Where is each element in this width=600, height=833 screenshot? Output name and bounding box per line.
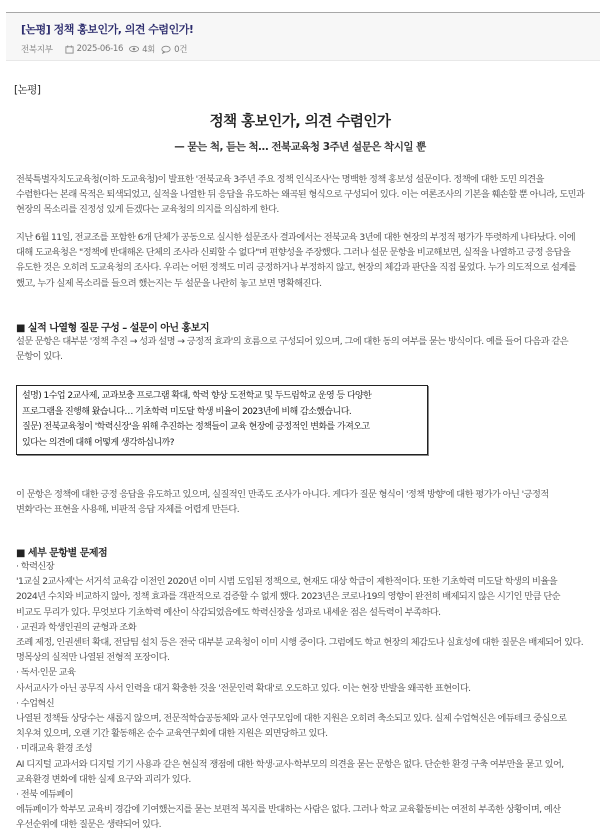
detail-item-title: · 학력신장 (16, 561, 55, 572)
paragraph-text: 지난 6월 11일, 전교조를 포함한 6개 단체가 공동으로 실시한 설문조사 결과에서는 전북교육 3년에 대한 현장의 부정적 평가가 뚜렷하게 나타났다. 이에 대해 도교육청은 "정책에 반대해온 단체의 조사라 신뢰할 수 없다"며 편향성을 주장했다. 그러나 설문 문항을 비교해보면, 실적을 나열하고 긍정 응답을 유도한 것은 오히려 도교육청의 조사다. 우리는 어떤 정책도 미리 긍정하거나 부정하지 않고, 현장의 체감과 판단을 직접 물었다. 누가 의도적으로 설계를 했고, 누가 실제 목소리를 들으려 했는지는 두 설문을 나란히 놓고 보면 명확해진다. (16, 232, 576, 289)
detail-item-text: '1교실 2교사제'는 서거석 교육감 이전인 2020년 이미 시범 도입된 정책으로, 현재도 대상 학급이 제한적이다. 또한 기초학력 미도달 학생의 비율을 2024년 수치와 비교하지 않아, 정책 효과를 객관적으로 검증할 수 없게 했다. 2023년은 코로나19의 영향이 완전히 배제되지 않은 시기인 만큼 단순 비교도 무리가 있다. 무엇보다 기초학력 예산이 삭감되었음에도 학력신장을 성과로 내세운 점은 설득력이 부족하다. (16, 576, 560, 618)
detail-item-title: · 전북 에듀페이 (16, 789, 74, 801)
post-views (129, 43, 155, 55)
detail-item-title: · 수업혁신 (16, 697, 55, 709)
detail-item-text: AI 디지털 교과서와 디지털 기기 사용과 같은 현실적 쟁점에 대한 학생·교사·학부모의 의견을 묻는 문항은 없다. 단순한 환경 구축 여부만을 묻고 있어, 교육환경 변화에 대한 실제 요구와 괴리가 있다. (16, 758, 564, 785)
paragraph-text: 전북특별자치도교육청(이하 도교육청)이 발표한 '전북교육 3주년 주요 정책 인식조사'는 명백한 정책 홍보성 설문이다. 정책에 대한 도민 의견을 수렴한다는 본래 목적은 퇴색되었고, 실적을 나열한 뒤 응답을 유도하는 왜곡된 형식으로 구성되어 있다. 이는 여론조사의 기본을 훼손할 뿐 아니라, 도민과 현장의 목소리를 진정성 있게 듣겠다는 교육청의 의지를 의심하게 한다. (16, 174, 585, 216)
post-date (65, 44, 123, 54)
quote-line: 있다는 의견에 대해 어떻게 생각하십니까? (22, 437, 174, 448)
detail-item-title: · 교권과 학생인권의 균형과 조화 (16, 621, 137, 633)
quote-line: 프로그램을 진행해 왔습니다… 기초학력 미도달 학생 비율이 2023년에 비해 감소했습니다. (22, 406, 352, 417)
post-comments (161, 43, 187, 55)
section-heading-2: ■ 세부 문항별 문제점 (16, 548, 108, 559)
post-comments-text: 0건 (174, 45, 188, 55)
paragraph-intro (16, 172, 586, 218)
section1-after-quote (16, 487, 586, 517)
article-title: 정책 홍보인가, 의견 수렴인가 (209, 114, 391, 130)
detail-item-text: 나열된 정책들 상당수는 새롭지 않으며, 전문적학습공동체와 교사 연구모임에 대한 지원은 오히려 축소되고 있다. 실제 수업혁신은 에듀테크 중심으로 치우쳐 있으며, 오랜 기간 활동해온 순수 교육연구회에 대한 지원은 외면당하고 있다. (16, 713, 567, 740)
quote-line: 질문) 전북교육청이 '학력신장'을 위해 추진하는 정책들이 교육 현장에 긍정적인 변화를 가져오고 (22, 422, 370, 432)
detail-item-text: 조례 제정, 인권센터 확대, 전담팀 설치 등은 전국 대부분 교육청이 이미 시행 중이다. 그럼에도 학교 현장의 체감도나 실효성에 대한 질문은 배제되어 있다. 명목상의 실적만 나열된 전형적 포장이다. (16, 637, 584, 664)
section1-text (16, 334, 586, 364)
post-views-text: 4회 (142, 45, 156, 55)
post-header (6, 12, 600, 61)
survey-question-quote (16, 385, 428, 455)
article-category: [논평] (14, 84, 41, 96)
article-subtitle: — 묻는 척, 듣는 척… 전북교육청 3주년 설문은 착시일 뿐 (174, 141, 426, 153)
paragraph-text: 이 문항은 정책에 대한 긍정 응답을 유도하고 있으며, 실질적인 만족도 조사가 아니다. 게다가 질문 형식이 '정책 방향'에 대한 평가가 아닌 '긍정적 변화'라는 표현을 사용해, 비판적 응답 자체를 어렵게 만든다. (16, 489, 549, 516)
post-title[interactable]: [논평] 정책 홍보인가, 의견 수렴인가! (21, 23, 194, 36)
detail-item-title: · 독서·인문 교육 (16, 667, 76, 679)
eye-icon (129, 45, 139, 53)
post-date-text: 2025-06-16 (76, 44, 124, 54)
detail-item-text: 에듀페이가 학부모 교육비 경감에 기여했는지를 묻는 보편적 복지를 반대하는 사람은 없다. 그러나 학교 교육활동비는 여전히 부족한 상황이며, 예산 우선순위에 대한 질문은 생략되어 있다. (16, 804, 561, 831)
post-author: 전북지부 (21, 45, 53, 55)
section-heading-1: ■ 실적 나열형 질문 구성 – 설문이 아닌 홍보지 (16, 323, 210, 334)
calendar-icon (65, 45, 74, 54)
quote-line: 설명) 1수업 2교사제, 교과보충 프로그램 확대, 학력 향상 도전학교 및 두드림학교 운영 등 다양한 (22, 391, 372, 401)
paragraph-text: 설문 문항은 대부분 '정책 추진 → 성과 설명 → 긍정적 효과'의 흐름으로 구성되어 있으며, 그에 대한 동의 여부를 묻는 방식이다. 예를 들어 다음과 같은 문항이 있다. (16, 336, 569, 363)
detail-list (16, 559, 586, 833)
comment-icon (161, 45, 171, 54)
post-meta (21, 43, 193, 55)
paragraph-survey (16, 230, 586, 291)
detail-item-text: 사서교사가 아닌 공무직 사서 인력을 대거 확충한 것을 '전문인력 확대'로 오도하고 있다. 이는 현장 반발을 왜곡한 표현이다. (16, 682, 471, 694)
detail-item-title: · 미래교육 환경 조성 (16, 743, 93, 755)
